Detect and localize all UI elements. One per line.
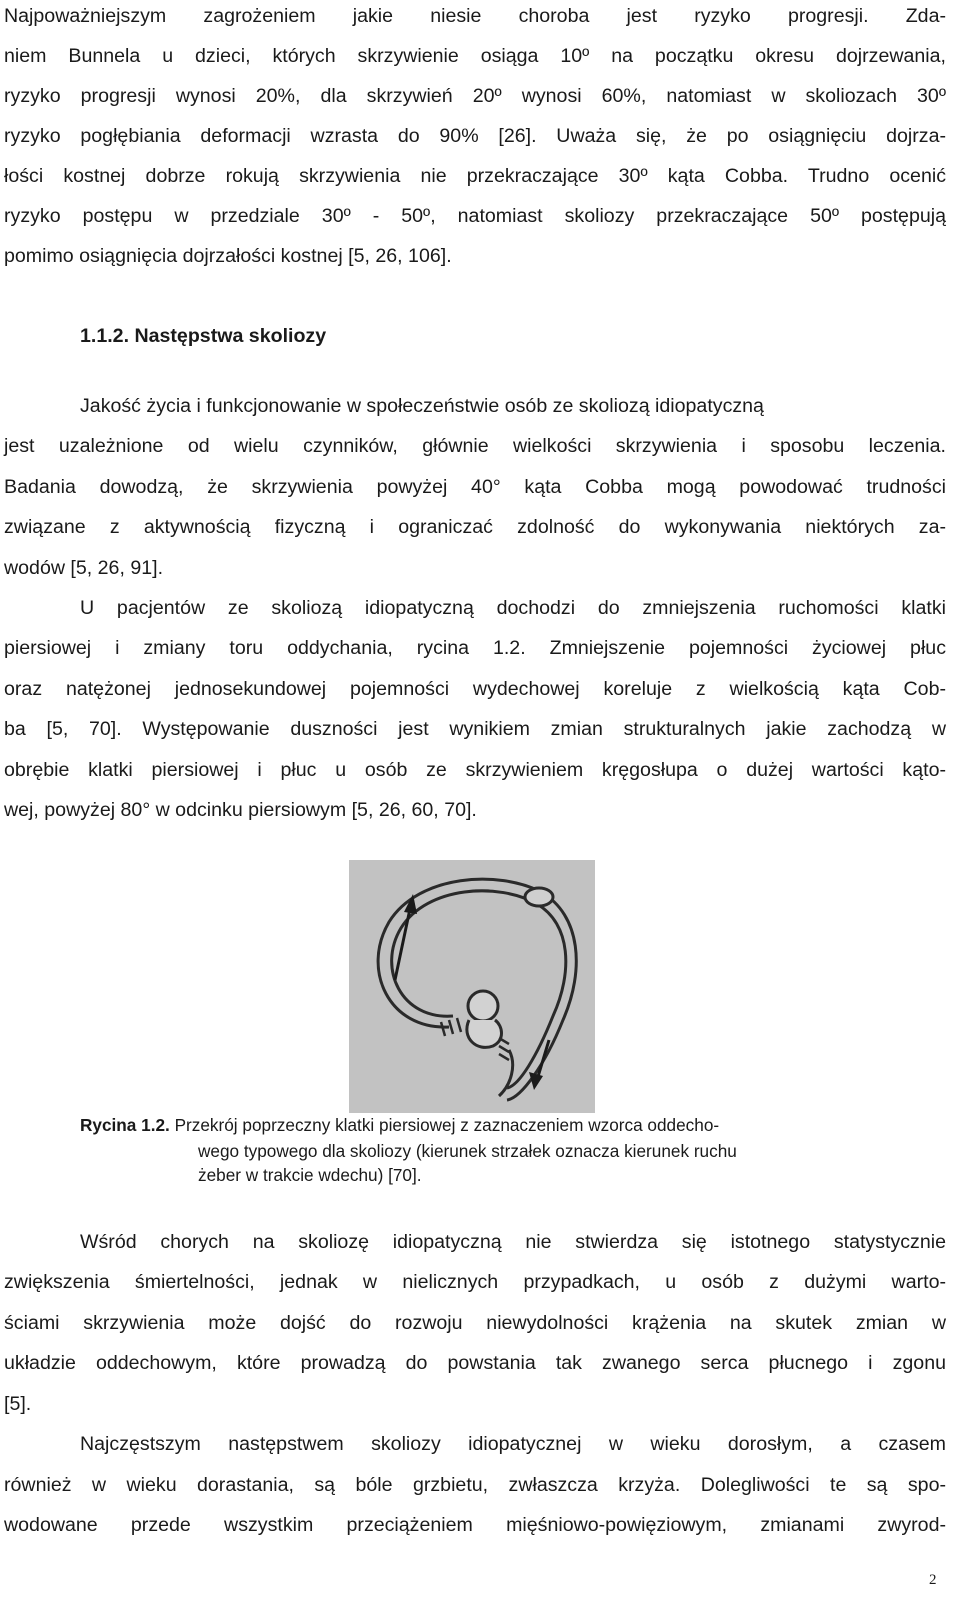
- text-line: pomimo osiągnięcia dojrzałości kostnej [5, 26, 106].: [4, 245, 452, 267]
- text-line: wodów [5, 26, 91].: [4, 557, 164, 579]
- figure-label: Rycina 1.2.: [80, 1115, 170, 1135]
- text-line: U pacjentów ze skoliozą idiopatyczną dochodzi do zmniejszenia ruchomości klatki: [80, 597, 946, 619]
- text-line: również w wieku dorastania, są bóle grzbietu, zwłaszcza krzyża. Dolegliwości te są spo-: [4, 1474, 946, 1496]
- text-line: Badania dowodzą, że skrzywienia powyżej 40° kąta Cobba mogą powodować trudności: [4, 476, 946, 498]
- text-line: łości kostnej dobrze rokują skrzywienia nie przekraczające 30º kąta Cobba. Trudno ocenić: [4, 165, 946, 187]
- text-line: piersiowej i zmiany toru oddychania, rycina 1.2. Zmniejszenie pojemności życiowej płuc: [4, 637, 946, 659]
- sternum: [525, 888, 553, 906]
- text-line: wodowane przede wszystkim przeciążeniem mięśniowo-powięziowym, zmianami zwyrod-: [4, 1514, 946, 1536]
- text-line: wej, powyżej 80° w odcinku piersiowym [5, 26, 60, 70].: [4, 799, 477, 821]
- text-line: [5].: [4, 1393, 32, 1415]
- text-line: ściami skrzywienia może dojść do rozwoju niewydolności krążenia na skutek zmian w: [4, 1312, 946, 1334]
- text-line: związane z aktywnością fizyczną i ograniczać zdolność do wykonywania niektórych za-: [4, 516, 946, 538]
- text-line: ryzyko progresji wynosi 20%, dla skrzywień 20º wynosi 60%, natomiast w skoliozach 30º: [4, 85, 946, 107]
- text-line: Najczęstszym następstwem skoliozy idiopatycznej w wieku dorosłym, a czasem: [80, 1433, 946, 1455]
- vertebra-arch: [467, 1020, 502, 1047]
- text-line: ba [5, 70]. Występowanie duszności jest wynikiem zmian strukturalnych jakie zachodzą w: [4, 718, 946, 740]
- text-line: Wśród chorych na skoliozę idiopatyczną nie stwierdza się istotnego statystycznie: [80, 1231, 946, 1253]
- caption-text: żeber w trakcie wdechu) [70].: [198, 1165, 422, 1185]
- text-line: zwiększenia śmiertelności, jednak w nielicznych przypadkach, u osób z dużymi warto-: [4, 1271, 946, 1293]
- rib-ring-inner: [392, 891, 566, 1088]
- vertebra-body: [468, 991, 498, 1021]
- text-line: jest uzależnione od wielu czynników, głównie wielkości skrzywienia i sposobu leczenia.: [4, 435, 946, 457]
- text-line: ryzyko postępu w przedziale 30º - 50º, natomiast skoliozy przekraczające 50º postępują: [4, 205, 946, 227]
- text-line: Jakość życia i funkcjonowanie w społeczeństwie osób ze skoliozą idiopatyczną: [80, 395, 764, 417]
- caption-text: wego typowego dla skoliozy (kierunek strzałek oznacza kierunek ruchu: [198, 1141, 737, 1161]
- text-line: niem Bunnela u dzieci, których skrzywienie osiąga 10º na początku okresu dojrzewania,: [4, 45, 946, 67]
- text-line: ryzyko pogłębiania deformacji wzrasta do 90% [26]. Uważa się, że po osiągnięciu dojrza-: [4, 125, 946, 147]
- thorax-cross-section-figure: [349, 860, 595, 1113]
- text-line: układzie oddechowym, które prowadzą do powstania tak zwanego serca płucnego i zgonu: [4, 1352, 946, 1374]
- text-line: oraz natężonej jednosekundowej pojemności wydechowej koreluje z wielkością kąta Cob-: [4, 678, 946, 700]
- section-heading: 1.1.2. Następstwa skoliozy: [80, 325, 327, 347]
- caption-text: Przekrój poprzeczny klatki piersiowej z zaznaczeniem wzorca oddecho-: [174, 1115, 720, 1135]
- arrow-up-icon: [395, 894, 417, 980]
- page-number: 2: [929, 1572, 937, 1588]
- text-line: obrębie klatki piersiowej i płuc u osób ze skrzywieniem kręgosłupa o dużej wartości kąto-: [4, 759, 946, 781]
- text-line: Najpoważniejszym zagrożeniem jakie niesie choroba jest ryzyko progresji. Zda-: [4, 5, 946, 27]
